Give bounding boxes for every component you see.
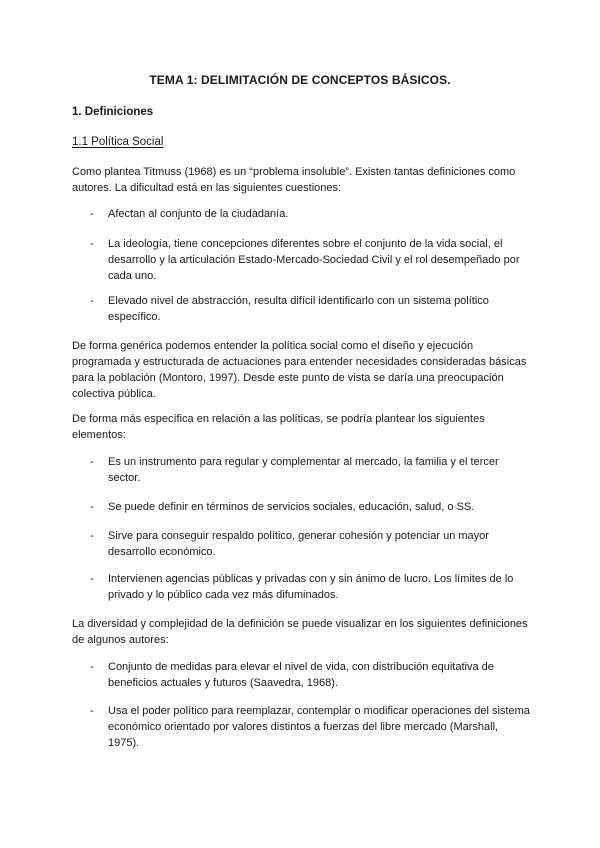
specific-definition-paragraph: De forma más específica en relación a las políticas, se podría plantear los siguientes elementos: <box>72 413 485 441</box>
list-item <box>72 293 532 325</box>
list-item-text: Se puede definir en términos de servicios sociales, educación, salud, o SS. <box>108 501 475 513</box>
list-item <box>72 659 532 691</box>
list-item-text: Elevado nivel de abstracción, resulta difícil identificarlo con un sistema político específico. <box>108 295 489 323</box>
generic-definition-paragraph: De forma genérica podemos entender la política social como el diseño y ejecución programada y estructurada de actuaciones para entender necesidades consideradas básicas para la población (Montoro, 1997). Desde este punto de vista se daría una preocupación colectiva pública. <box>72 340 527 400</box>
list-item-text: Sirve para conseguir respaldo político, generar cohesión y potenciar un mayor desarrollo económico. <box>108 530 489 558</box>
bullet-dash: - <box>90 208 94 220</box>
intro-paragraph: Como plantea Titmuss (1968) es un “problema insoluble”. Existen tantas definiciones como autores. La dificultad está en las siguientes cuestiones: <box>72 166 516 194</box>
bullet-dash: - <box>90 661 94 673</box>
list-item-text: Conjunto de medidas para elevar el nivel de vida, con distribución equitativa de beneficios actuales y futuros (Saavedra, 1968). <box>108 661 494 689</box>
bullet-dash: - <box>90 530 94 542</box>
subsection-heading: 1.1 Política Social <box>72 136 164 148</box>
list-item <box>72 454 532 486</box>
list-item-text: Es un instrumento para regular y complementar al mercado, la familia y el tercer sector. <box>108 456 499 484</box>
list-item <box>72 703 532 751</box>
document-title: TEMA 1: DELIMITACIÓN DE CONCEPTOS BÁSICOS. <box>149 73 451 87</box>
list-item-text: Intervienen agencias públicas y privadas con y sin ánimo de lucro. Los límites de lo privado y lo público cada vez más difuminados. <box>108 573 514 601</box>
list-item-text: Usa el poder político para reemplazar, contemplar o modificar operaciones del sistema económico orientado por valores distintos a fuerzas del libre mercado (Marshall, 1975). <box>108 705 530 749</box>
section-heading: 1. Definiciones <box>72 106 154 118</box>
bullet-dash: - <box>90 295 94 307</box>
list-item <box>72 528 532 560</box>
diversity-paragraph: La diversidad y complejidad de la definición se puede visualizar en los siguientes definiciones de algunos autores: <box>72 618 528 646</box>
list-item <box>72 571 532 603</box>
list-item <box>72 206 532 222</box>
bullet-dash: - <box>90 573 94 585</box>
bullet-dash: - <box>90 238 94 250</box>
list-item-text: Afectan al conjunto de la ciudadanía. <box>108 208 289 220</box>
list-item-text: La ideología, tiene concepciones diferentes sobre el conjunto de la vida social, el desarrollo y la articulación Estado-Mercado-Sociedad Civil y el rol desempeñado por cada uno. <box>108 238 520 282</box>
list-item <box>72 236 532 284</box>
bullet-dash: - <box>90 501 94 513</box>
bullet-dash: - <box>90 456 94 468</box>
bullet-dash: - <box>90 705 94 717</box>
list-item <box>72 499 532 515</box>
